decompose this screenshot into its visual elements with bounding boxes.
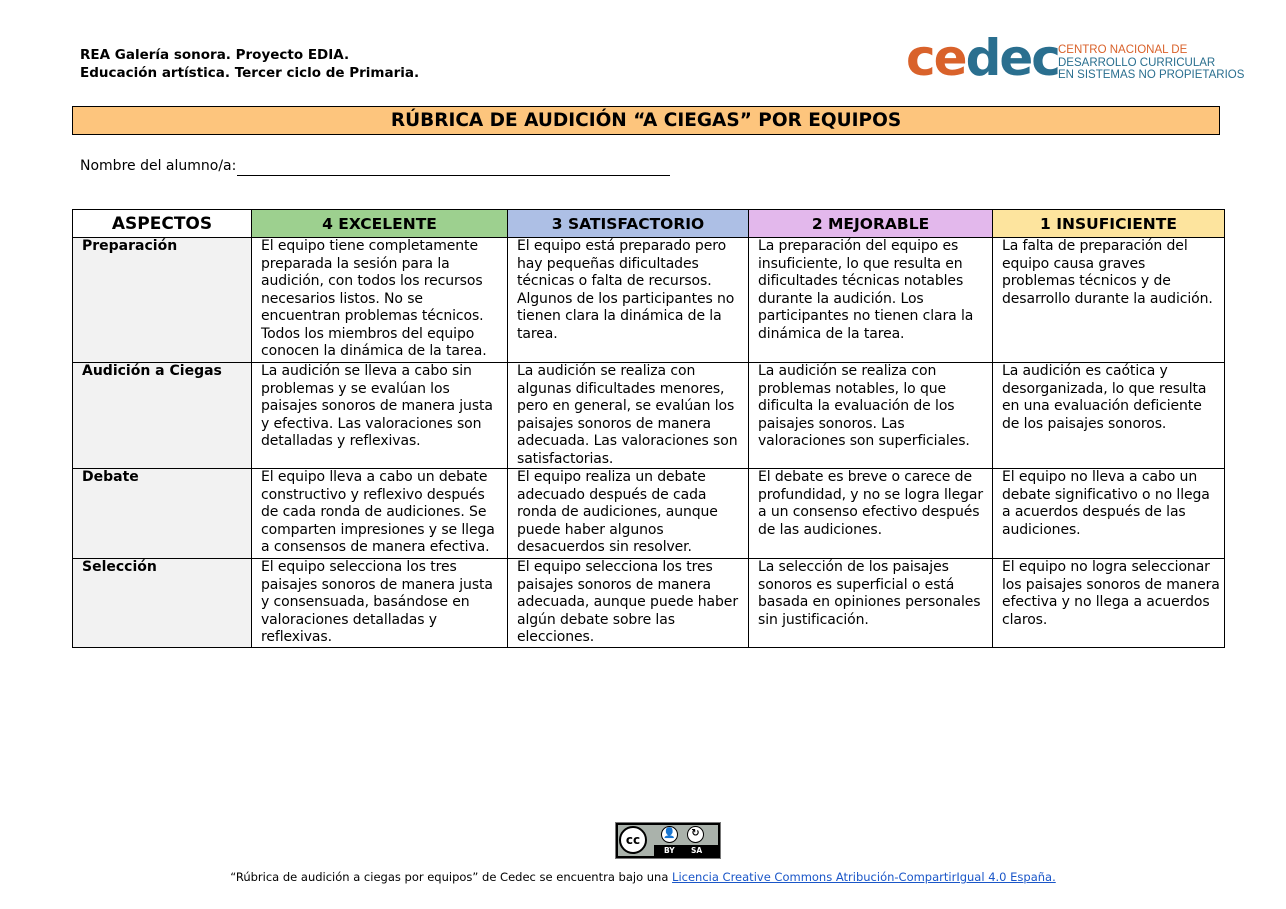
rubric-title: RÚBRICA DE AUDICIÓN “A CIEGAS” POR EQUIPOS: [72, 106, 1220, 135]
criterion-cell: El equipo selecciona los tres paisajes sonoros de manera adecuada, aunque puede haber algún debate sobre las elecciones.: [508, 559, 749, 648]
header-level-4: 4 EXCELENTE: [252, 210, 508, 238]
table-row: [73, 469, 1225, 559]
rubric-header-row: [73, 210, 1225, 238]
criterion-cell: El equipo realiza un debate adecuado después de cada ronda de audiciones, aunque puede haber algunos desacuerdos sin resolver.: [508, 469, 749, 559]
criterion-cell: La falta de preparación del equipo causa graves problemas técnicos y de desarrollo durante la audición.: [993, 238, 1225, 363]
criterion-cell: El equipo tiene completamente preparada la sesión para la audición, con todos los recursos necesarios listos. No se encuentran problemas técnicos. Todos los miembros del equipo conocen la dinámica de la tarea.: [252, 238, 508, 363]
cedec-logo-tagline: [1058, 44, 1244, 82]
logo-tag-line2: DESARROLLO CURRICULAR: [1058, 56, 1216, 69]
table-row: [73, 238, 1225, 363]
license-text: “Rúbrica de audición a ciegas por equipos” de Cedec se encuentra bajo una: [230, 870, 673, 884]
table-row: [73, 559, 1225, 648]
cc-icon: cc: [619, 826, 647, 854]
license-link[interactable]: Licencia Creative Commons Atribución-CompartirIgual 4.0 España.: [672, 870, 1056, 884]
aspect-cell: Selección: [73, 559, 252, 648]
sa-label: SA: [691, 846, 703, 855]
criterion-cell: La audición es caótica y desorganizada, lo que resulta en una evaluación deficiente de los paisajes sonoros.: [993, 363, 1225, 469]
criterion-cell: El equipo no lleva a cabo un debate significativo o no llega a acuerdos después de las audiciones.: [993, 469, 1225, 559]
aspect-cell: Debate: [73, 469, 252, 559]
student-name-label: Nombre del alumno/a:: [80, 158, 237, 174]
logo-tag-line1: CENTRO NACIONAL DE: [1058, 44, 1188, 56]
criterion-cell: El equipo selecciona los tres paisajes sonoros de manera justa y consensuada, basándose en valoraciones detalladas y reflexivas.: [252, 559, 508, 648]
criterion-cell: La audición se realiza con problemas notables, lo que dificulta la evaluación de los paisajes sonoros. Las valoraciones son superficiales.: [749, 363, 993, 469]
criterion-cell: La audición se realiza con algunas dificultades menores, pero en general, se evalúan los paisajes sonoros de manera adecuada. Las valoraciones son satisfactorias.: [508, 363, 749, 469]
criterion-cell: El debate es breve o carece de profundidad, y no se logra llegar a un consenso efectivo después de las audiciones.: [749, 469, 993, 559]
share-alike-icon: ↻: [687, 826, 704, 843]
header-level-1: 1 INSUFICIENTE: [993, 210, 1225, 238]
attribution-icon: 👤: [661, 826, 678, 843]
criterion-cell: La selección de los paisajes sonoros es superficial o está basada en opiniones personales sin justificación.: [749, 559, 993, 648]
logo-word-part2: dec: [965, 29, 1059, 87]
document-header: [80, 46, 419, 82]
aspect-cell: Audición a Ciegas: [73, 363, 252, 469]
logo-word-part1: ce: [906, 29, 966, 87]
criterion-cell: El equipo no logra seleccionar los paisajes sonoros de manera efectiva y no llega a acuerdos claros.: [993, 559, 1225, 648]
header-aspects: ASPECTOS: [73, 210, 252, 238]
aspect-cell: Preparación: [73, 238, 252, 363]
criterion-cell: La preparación del equipo es insuficiente, lo que resulta en dificultades técnicas notables durante la audición. Los participantes no tienen clara la dinámica de la tarea.: [749, 238, 993, 363]
student-name-blank[interactable]: [237, 159, 670, 176]
cedec-logo-wordmark: [906, 28, 1059, 88]
criterion-cell: El equipo lleva a cabo un debate constructivo y reflexivo después de cada ronda de audiciones. Se comparten impresiones y se llega a consensos de manera efectiva.: [252, 469, 508, 559]
criterion-cell: El equipo está preparado pero hay pequeñas dificultades técnicas o falta de recursos. Algunos de los participantes no tienen clara la dinámica de la tarea.: [508, 238, 749, 363]
logo-tag-line3: EN SISTEMAS NO PROPIETARIOS: [1058, 69, 1245, 81]
license-line: [0, 869, 1286, 885]
by-label: BY: [664, 846, 675, 855]
header-line-course: Educación artística. Tercer ciclo de Primaria.: [80, 65, 420, 81]
creative-commons-badge: [615, 822, 721, 859]
header-line-project: REA Galería sonora. Proyecto EDIA.: [80, 47, 350, 63]
header-level-2: 2 MEJORABLE: [749, 210, 993, 238]
student-name-line: [80, 156, 670, 176]
criterion-cell: La audición se lleva a cabo sin problemas y se evalúan los paisajes sonoros de manera justa y efectiva. Las valoraciones son detalladas y reflexivas.: [252, 363, 508, 469]
header-level-3: 3 SATISFACTORIO: [508, 210, 749, 238]
rubric-table: [72, 209, 1225, 648]
cc-badge-strip: [654, 845, 718, 856]
table-row: [73, 363, 1225, 469]
